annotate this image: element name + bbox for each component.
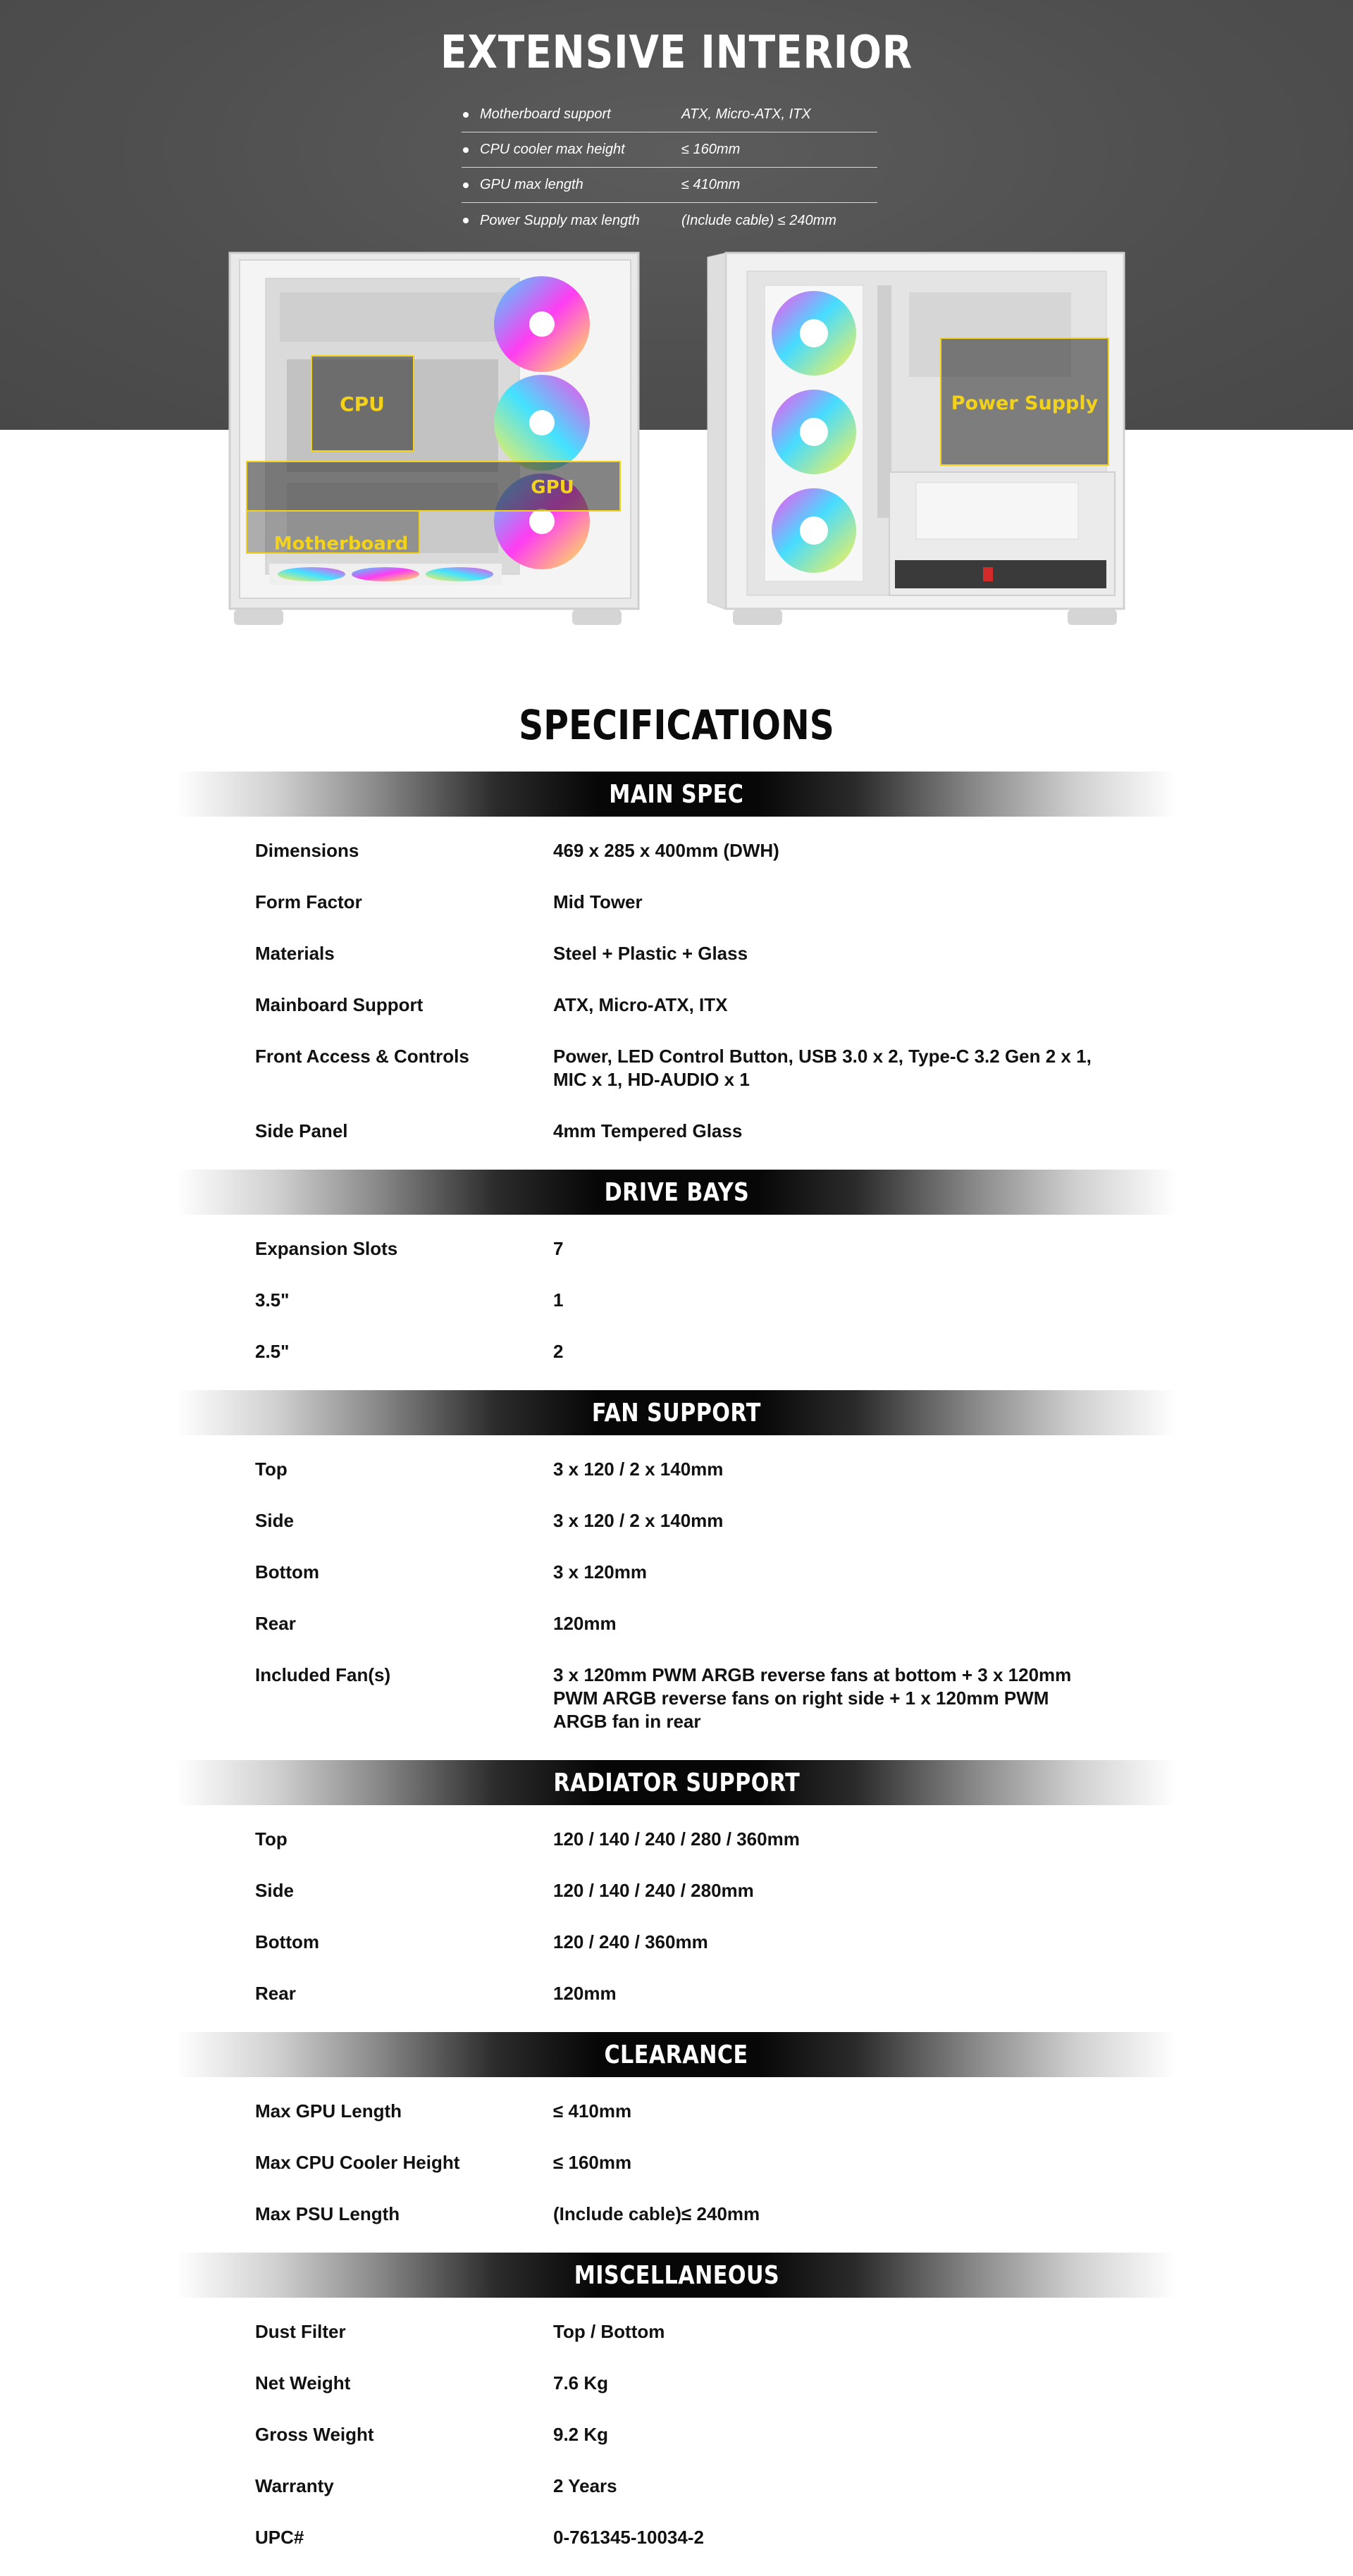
section-heading: MAIN SPEC (609, 779, 744, 809)
spec-value: 120 / 240 / 360mm (553, 1931, 708, 1952)
side-fan-illustration (494, 276, 590, 569)
hero-spec-label: Motherboard support (480, 106, 611, 122)
spec-label: Gross Weight (255, 2424, 374, 2445)
spec-label: Top (255, 1828, 288, 1850)
spec-section-fan-support (0, 1390, 1353, 1760)
spec-label: Included Fan(s) (255, 1664, 391, 1685)
spec-row (0, 2090, 1353, 2141)
specifications-table (0, 772, 1353, 2576)
spec-value: 120 / 140 / 240 / 280mm (553, 1880, 754, 1901)
spec-row (0, 932, 1353, 984)
spec-row (0, 2193, 1353, 2244)
section-heading: FAN SUPPORT (592, 1398, 761, 1428)
cpu-label: CPU (340, 392, 385, 416)
motherboard-label: Motherboard (273, 533, 409, 555)
spec-label: 2.5" (255, 1341, 290, 1362)
section-heading: RADIATOR SUPPORT (553, 1768, 800, 1797)
power-supply-label: Power Supply (951, 392, 1099, 414)
hero-spec-label: Power Supply max length (480, 212, 640, 228)
spec-row (0, 2362, 1353, 2413)
spec-section-radiator-support (0, 1760, 1353, 2032)
spec-row (0, 1499, 1353, 1551)
section-header (176, 2253, 1177, 2298)
spec-row (0, 2516, 1353, 2568)
spec-value: Mid Tower (553, 891, 643, 912)
spec-value: ≤ 160mm (553, 2152, 632, 2173)
spec-value: 9.2 Kg (553, 2424, 609, 2445)
case-rear-view-illustration (705, 250, 1128, 631)
spec-row (0, 2465, 1353, 2516)
spec-section-main (0, 772, 1353, 1170)
spec-row (0, 1921, 1353, 1972)
spec-row (0, 1551, 1353, 1602)
spec-row (0, 1972, 1353, 2024)
spec-label: Max GPU Length (255, 2100, 402, 2122)
spec-value: Top / Bottom (553, 2321, 665, 2342)
spec-value: 7.6 Kg (553, 2372, 609, 2394)
spec-row (0, 1448, 1353, 1499)
spec-row (0, 2310, 1353, 2362)
hero-spec-value: ≤ 160mm (681, 142, 741, 157)
spec-label: Expansion Slots (255, 1238, 398, 1259)
spec-label: Side (255, 1880, 294, 1901)
specifications-title: SPECIFICATIONS (519, 701, 834, 749)
bullet-icon (463, 218, 469, 223)
spec-row (0, 1110, 1353, 1161)
section-header (176, 772, 1177, 817)
spec-label: Bottom (255, 1561, 319, 1583)
spec-label: Side (255, 1510, 294, 1531)
hero-spec-value: (Include cable) ≤ 240mm (681, 212, 836, 228)
spec-value: Power, LED Control Button, USB 3.0 x 2, Type-C 3.2 Gen 2 x 1, MIC x 1, HD-AUDIO x 1 (553, 1046, 1092, 1090)
bullet-icon (463, 147, 469, 153)
spec-label: Net Weight (255, 2372, 351, 2394)
hero-spec-item (462, 132, 877, 168)
spec-value: 3 x 120 / 2 x 140mm (553, 1510, 724, 1531)
spec-label: Rear (255, 1613, 296, 1634)
spec-row (0, 2413, 1353, 2465)
spec-label: Dust Filter (255, 2321, 346, 2342)
case-front-view-illustration (227, 250, 643, 631)
section-header (176, 1390, 1177, 1435)
spec-value: 7 (553, 1238, 564, 1259)
spec-row (0, 1279, 1353, 1330)
gpu-label: GPU (531, 477, 574, 498)
spec-value: 120mm (553, 1613, 617, 1634)
hero-spec-value: ATX, Micro-ATX, ITX (681, 106, 811, 122)
spec-row (0, 1818, 1353, 1869)
extensive-interior-hero (0, 0, 1353, 655)
spec-value: ATX, Micro-ATX, ITX (553, 994, 728, 1015)
spec-row (0, 2141, 1353, 2193)
spec-value: Steel + Plastic + Glass (553, 943, 748, 964)
spec-label: Dimensions (255, 840, 359, 861)
section-header (176, 2032, 1177, 2077)
section-heading: DRIVE BAYS (604, 1177, 749, 1207)
spec-row (0, 881, 1353, 932)
bullet-icon (463, 182, 469, 188)
spec-value: 4mm Tempered Glass (553, 1120, 743, 1141)
spec-value: 469 x 285 x 400mm (DWH) (553, 840, 779, 861)
bullet-icon (463, 112, 469, 118)
spec-label: Top (255, 1459, 288, 1480)
hero-spec-label: CPU cooler max height (480, 142, 625, 157)
spec-row (0, 1035, 1353, 1110)
hero-spec-item (462, 97, 877, 132)
spec-value: 3 x 120 / 2 x 140mm (553, 1459, 724, 1480)
section-header (176, 1170, 1177, 1215)
spec-row (0, 1330, 1353, 1382)
front-fan-illustration (765, 285, 863, 581)
section-heading: CLEARANCE (604, 2040, 749, 2069)
spec-label: Mainboard Support (255, 994, 424, 1015)
spec-value: 0-761345-10034-2 (553, 2527, 704, 2548)
spec-value: (Include cable)≤ 240mm (553, 2203, 760, 2224)
spec-row (0, 984, 1353, 1035)
hero-spec-list (462, 97, 877, 238)
spec-label: UPC# (255, 2527, 304, 2548)
spec-value: 120 / 140 / 240 / 280 / 360mm (553, 1828, 800, 1850)
spec-value: 120mm (553, 1983, 617, 2004)
spec-label: Rear (255, 1983, 296, 2004)
section-header (176, 1760, 1177, 1805)
spec-label: Materials (255, 943, 335, 964)
spec-value: 2 (553, 1341, 564, 1362)
spec-row (0, 1602, 1353, 1654)
hero-spec-item (462, 203, 877, 238)
spec-section-miscellaneous (0, 2253, 1353, 2576)
hero-spec-value: ≤ 410mm (681, 177, 741, 192)
spec-row (0, 1227, 1353, 1279)
spec-label: Front Access & Controls (255, 1046, 469, 1067)
hero-spec-label: GPU max length (480, 177, 583, 192)
spec-value: 2 Years (553, 2475, 617, 2496)
spec-row (0, 1654, 1353, 1752)
spec-value: ≤ 410mm (553, 2100, 632, 2122)
case-rear-view-image (705, 250, 1128, 631)
spec-section-drive-bays (0, 1170, 1353, 1390)
spec-label: Max PSU Length (255, 2203, 400, 2224)
spec-label: Side Panel (255, 1120, 348, 1141)
case-front-view-image (227, 250, 643, 631)
spec-label: Warranty (255, 2475, 334, 2496)
spec-section-clearance (0, 2032, 1353, 2253)
spec-label: Form Factor (255, 891, 362, 912)
spec-label: Max CPU Cooler Height (255, 2152, 460, 2173)
section-heading: MISCELLANEOUS (574, 2260, 779, 2290)
hero-spec-item (462, 168, 877, 203)
spec-label: Bottom (255, 1931, 319, 1952)
spec-value: 3 x 120mm PWM ARGB reverse fans at bottom + 3 x 120mm PWM ARGB reverse fans on right side + 1 x 120mm PWM ARGB fan in rear (553, 1664, 1072, 1732)
spec-label: 3.5" (255, 1289, 290, 1311)
spec-value: 1 (553, 1289, 564, 1311)
hero-title: EXTENSIVE INTERIOR (440, 27, 913, 79)
spec-row (0, 829, 1353, 881)
spec-value: 3 x 120mm (553, 1561, 647, 1583)
spec-row (0, 1869, 1353, 1921)
